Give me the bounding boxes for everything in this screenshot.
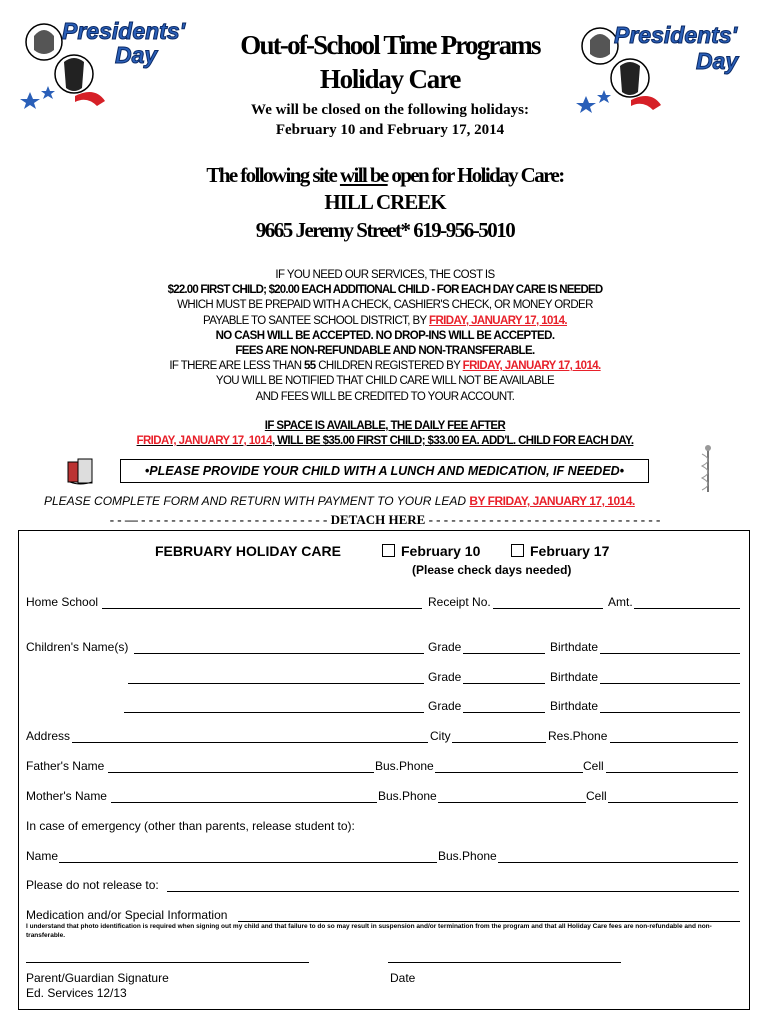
grade-label: Grade (428, 699, 462, 713)
child-name-field-1[interactable] (134, 653, 424, 654)
home-school-label: Home School (26, 595, 99, 609)
emergency-bus-phone-label: Bus.Phone (438, 849, 497, 863)
mother-cell-label: Cell (586, 789, 607, 803)
birthdate-field-1[interactable] (600, 653, 740, 654)
lunch-notice-box (120, 459, 649, 483)
mother-name-field[interactable] (111, 802, 377, 803)
form-heading: FEBRUARY HOLIDAY CARE (155, 543, 341, 559)
signature-label: Parent/Guardian Signature (26, 971, 169, 985)
birthdate-label: Birthdate (550, 699, 599, 713)
amt-label: Amt. (608, 595, 633, 609)
mother-name-label: Mother's Name (26, 789, 107, 803)
presidents-day-logo-left (20, 14, 190, 114)
father-name-field[interactable] (108, 772, 374, 773)
child-name-field-3[interactable] (124, 712, 424, 713)
fee-info: IF YOU NEED OUR SERVICES, THE COST IS $22.00 FIRST CHILD; $20.00 EACH ADDITIONAL CHILD - FOR EACH DAY CARE IS NEEDED WHICH MUST BE PREPAID WITH A CHECK, CASHIER'S CHECK, OR MONEY ORDER PAYABLE TO SANTEE SCHOOL DISTRICT, BY FRIDAY, JANUARY 17, 1014. NO CASH WILL BE ACCEPTED. NO DROP-INS WILL BE ACCEPTED. FEES ARE NON-REFUNDABLE AND NON-TRANSFERABLE. IF THERE ARE LESS THAN 55 CHILDREN REGISTERED BY FRIDAY, JANUARY 17, 1014. YOU WILL BE NOTIFIED THAT CHILD CARE WILL NOT BE AVAILABLE AND FEES WILL BE CREDITED TO YOUR ACCOUNT. IF SPACE IS AVAILABLE, THE DAILY FEE AFTER FRIDAY, JANUARY 17, 1014, WILL BE $35.00 FIRST CHILD; $33.00 EA. ADD'L. CHILD FOR EACH DAY. (136, 269, 634, 448)
grade-field-3[interactable] (463, 712, 545, 713)
birthdate-field-2[interactable] (600, 683, 740, 684)
res-phone-field[interactable] (610, 742, 738, 743)
address-field[interactable] (72, 742, 428, 743)
closed-notice: We will be closed on the following holidays: (251, 102, 529, 118)
caduceus-icon (696, 444, 720, 494)
date-label: Date (390, 971, 416, 985)
page-title: Out-of-School Time Programs (240, 30, 540, 60)
checkbox-february-17[interactable] (511, 544, 524, 557)
detach-line: - - — - - - - - - - - - - - - - - - - - - - - - - - - - DETACH HERE - - - - - - - - - - - - - - - - - - - - - - - - - - - - - - - (109, 512, 661, 527)
disclaimer-text: I understand that photo identification is required when signing out my child and that failure to do so may result in suspension and/or termination from the program and that all Holiday Care fees are non-refundable and non-transferable. (26, 923, 712, 939)
lunch-notice: •PLEASE PROVIDE YOUR CHILD WITH A LUNCH AND MEDICATION, IF NEEDED• (144, 464, 625, 478)
birthdate-label: Birthdate (550, 640, 599, 654)
city-label: City (430, 729, 451, 743)
closed-dates: February 10 and February 17, 2014 (275, 122, 505, 138)
father-cell-field[interactable] (606, 772, 738, 773)
emergency-bus-phone-field[interactable] (498, 862, 738, 863)
logo-text-day: Day (696, 48, 739, 74)
logo-text-day: Day (115, 42, 158, 68)
home-school-field[interactable] (102, 608, 422, 609)
mother-cell-field[interactable] (608, 802, 738, 803)
father-bus-phone-label: Bus.Phone (375, 759, 434, 773)
february-17-option[interactable]: February 17 (511, 543, 609, 559)
check-days-note: (Please check days needed) (412, 563, 572, 577)
res-phone-label: Res.Phone (548, 729, 608, 743)
checkbox-february-10[interactable] (382, 544, 395, 557)
mother-bus-phone-field[interactable] (438, 802, 586, 803)
do-not-release-label: Please do not release to: (26, 878, 159, 892)
grade-label: Grade (428, 640, 462, 654)
father-cell-label: Cell (583, 759, 604, 773)
birthdate-label: Birthdate (550, 670, 599, 684)
medication-label: Medication and/or Special Information (26, 908, 228, 922)
logo-text-presidents: Presidents' (62, 18, 186, 44)
open-site-heading: The following site will be open for Holiday Care: (206, 163, 564, 187)
page-subtitle: Holiday Care (319, 64, 461, 94)
site-name: HILL CREEK (324, 190, 446, 214)
receipt-label: Receipt No. (428, 595, 491, 609)
grade-field-2[interactable] (463, 683, 545, 684)
father-bus-phone-field[interactable] (435, 772, 583, 773)
receipt-field[interactable] (493, 608, 603, 609)
city-field[interactable] (452, 742, 546, 743)
logo-text-presidents: Presidents' (614, 22, 738, 48)
father-name-label: Father's Name (26, 759, 105, 773)
address-label: Address (26, 729, 71, 743)
emergency-label: In case of emergency (other than parents, release student to): (26, 819, 355, 833)
grade-field-1[interactable] (463, 653, 545, 654)
return-instruction: PLEASE COMPLETE FORM AND RETURN WITH PAYMENT TO YOUR LEAD BY FRIDAY, JANUARY 17, 1014. (44, 494, 635, 508)
grade-label: Grade (428, 670, 462, 684)
do-not-release-field[interactable] (167, 891, 739, 892)
birthdate-field-3[interactable] (600, 712, 740, 713)
date-field[interactable] (388, 962, 621, 963)
child-name-field-2[interactable] (128, 683, 424, 684)
february-10-option[interactable]: February 10 (382, 543, 480, 559)
children-names-label: Children's Name(s) (26, 640, 129, 654)
mother-bus-phone-label: Bus.Phone (378, 789, 437, 803)
signature-field[interactable] (26, 962, 309, 963)
lunch-box-icon (64, 456, 100, 486)
site-address: 9665 Jeremy Street* 619-956-5010 (255, 218, 515, 242)
form-footer-code: Ed. Services 12/13 (26, 986, 127, 1000)
amount-field[interactable] (634, 608, 740, 609)
emergency-name-label: Name (26, 849, 59, 863)
emergency-name-field[interactable] (59, 862, 437, 863)
